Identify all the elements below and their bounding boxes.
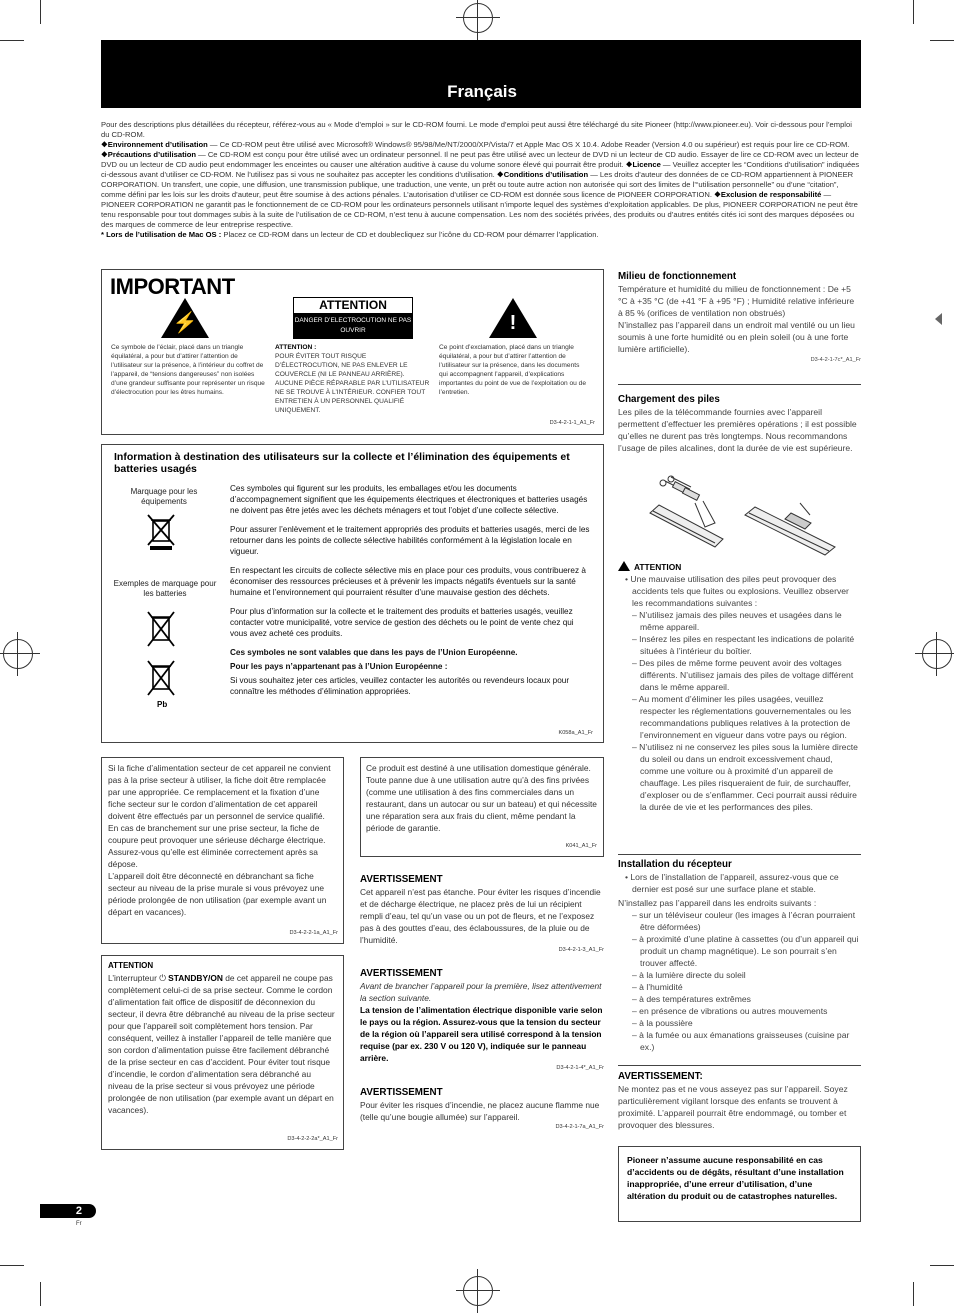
attention-label: ATTENTION [634, 562, 682, 572]
reference-code: D3-4-2-2-2a*_A1_Fr [287, 1136, 338, 1142]
crop-mark [930, 40, 954, 41]
plug-text-2: L’appareil doit être déconnecté en débranchant sa fiche secteur au niveau de la prise murale si vous prévoyez une période prolongée de non utilisation (par exemple avant un départ en vacances). [108, 871, 327, 917]
attention-heading [618, 561, 861, 573]
important-title: IMPORTANT [110, 274, 235, 299]
warning-triangle-icon [618, 561, 630, 571]
install-section [618, 859, 861, 1053]
reference-code: D3-4-2-1-7c*_A1_Fr [810, 357, 861, 363]
piles-attention [618, 561, 861, 813]
weee-p2: Pour assurer l’enlèvement et le traitement appropriés des produits et batteries usagés, merci de les retourner dans les points de collecte sélective habilités conformément à la législation locale en vigueur. [230, 525, 590, 556]
warning-title: AVERTISSEMENT [360, 1087, 443, 1098]
registration-mark [463, 3, 493, 33]
warning-title: AVERTISSEMENT [360, 968, 443, 979]
warning-text: Pour éviter les risques d’incendie, ne placez aucune flamme nue (telle qu’une bougie allumée) sur l’appareil. [360, 1100, 600, 1122]
registration-mark [463, 1276, 493, 1306]
milieu-text-1: Température et humidité du milieu de fonctionnement : De +5 °C à +35 °C (de +41 °F à +95 °F) ; Humidité relative inférieure à 85 % (orifices de ventilation non obstrués) [618, 284, 855, 318]
list-item: – à la poussière [632, 1018, 693, 1028]
crop-mark [913, 1282, 914, 1306]
dash-text: à la lumière directe du soleil [639, 970, 746, 980]
piles-section [618, 394, 861, 454]
list-item: – Insérez les piles en respectant les indications de polarité situées à l’intérieur du boîtier. [632, 634, 855, 656]
lic-text: — Veuillez accepter les “Conditions d’utilisation” indiquées ci-dessous avant d’utiliser ce CD-ROM. Ne l’utilisez pas si vous ne souhaitez pas accepter les conditions d’utilisation. [101, 160, 860, 179]
list-item: – à la lumière directe du soleil [632, 970, 746, 980]
env-text: — Ce CD-ROM peut être utilisé avec Microsoft® Windows® 95/98/Me/NT/2000/XP/Vista/7 et Apple Mac OS X 10.4. Adobe Reader (Version 4.0 ou supérieur) est requis pour lire ce CD-ROM. [207, 140, 850, 149]
cond-text: — Les droits d’auteur des données de ce CD-ROM appartiennent à PIONEER CORPORATION. Un transfert, une copie, une diffusion, une transmission publique, une traduction, une vente, un prêt ou toute autre action non autorisée qui sort des limites de l’“utilisation personnelle” ou d’une “citation”, comme défini par les lois sur les droits d’auteur, peut être soumise à des actions pénales. L’autorisation d’utiliser ce CD-ROM est donnée sous licence de PIONEER CORPORATION. [101, 170, 854, 199]
milieu-title: Milieu de fonctionnement [618, 271, 737, 282]
exclamation-glyph: ! [509, 312, 517, 334]
registration-mark [922, 639, 952, 669]
crop-mark [930, 1265, 954, 1266]
standby-notice-box [101, 955, 344, 1150]
dash-text: sur un téléviseur couleur (les images à l’écran pourraient être déformées) [639, 910, 856, 932]
avertissement-title: AVERTISSEMENT: [618, 1071, 703, 1082]
bullet-text: Lors de l’installation de l’appareil, assurez-vous que ce dernier est posé sur une surface plane et stable. [630, 872, 839, 894]
language-title: Français [447, 82, 517, 101]
milieu-text-2: N’installez pas l’appareil dans un endroit mal ventilé ou un lieu soumis à une forte humidité ou en plein soleil (ou à une forte lumière artificielle). [618, 320, 855, 354]
crop-mark [913, 0, 914, 24]
crop-mark [40, 1282, 41, 1306]
standby-text-b: de cet appareil ne coupe pas complètement celui-ci de sa prise secteur. Comme le cordon d’alimentation fait office de dispositif de déconnexion du secteur, il devra être débranché au niveau de la prise secteur pour que l’appareil soit complètement hors tension. Par conséquent, veillez à installer l’appareil de telle manière que son cordon d’alimentation puisse être facilement débranché de la prise secteur en cas d’accident. Pour éviter tout risque d’incendie, le cordon d’alimentation sera débranché au niveau de la prise secteur si vous prévoyez une période prolongée de non utilisation (par exemple avant un départ en vacances). [108, 973, 335, 1115]
page-number: 2 [75, 1205, 82, 1217]
battery-label: Exemples de marquage pour les batteries [113, 579, 217, 598]
prec-text: — Ce CD-ROM est conçu pour être utilisé avec un ordinateur personnel. Il ne peut pas être utilisé avec un lecteur de DVD ni un lecteur de CD audio. Essayer de lire ce CD-ROM avec un lecteur de DVD ou un lecteur de CD audio peut endommager les enceintes ou causer une altération auditive à cause du volume sonore élevé qui pourrait être produit. [101, 150, 859, 169]
dash-text: à la poussière [639, 1018, 693, 1028]
list-item: – N’utilisez jamais des piles neuves et usagées dans le même appareil. [632, 610, 842, 632]
disclaimer-box [618, 1146, 861, 1222]
lightning-glyph: ⚡ [172, 312, 198, 334]
power-icon: ⏻ [159, 973, 166, 983]
attention-explanation [275, 343, 430, 415]
bullet-text: Une mauvaise utilisation des piles peut provoquer des accidents tels que fuites ou explosions. Veuillez observer les recommandations suivantes : [630, 574, 849, 608]
crossed-bin-battery-pb-icon [146, 659, 176, 697]
plug-notice-box [101, 757, 344, 944]
cd-rom-intro [101, 120, 861, 240]
warning-bold: La tension de l’alimentation électrique disponible varie selon le pays ou la région. Assurez-vous que la tension du secteur de la région où l’appareil sera utilisé correspond à la tension requise (par ex. 230 V ou 120 V), indiquée sur le panneau arrière. [360, 1005, 603, 1063]
standby-label: STANDBY/ON [168, 973, 223, 983]
dash-text: à proximité d’une platine à cassettes (ou d’un appareil qui produit un champ magnétique). Le son pourrait s’en trouver affecté. [639, 934, 859, 968]
weee-p3: En respectant les circuits de collecte sélective mis en place pour ces produits, vous contribuerez à économiser des ressources précieuses et à prévenir les impacts négatifs éventuels sur la santé humaine et l’environnement qui pourraient résulter d’une mauvaise gestion des déchets. [230, 566, 586, 597]
plug-text: Si la fiche d’alimentation secteur de cet appareil ne convient pas à la prise secteur à utiliser, la fiche doit être remplacée par une appropriée. Ce remplacement et la fixation d’une fiche secteur sur le cordon d’alimentation de cet appareil doivent être effectués par un personnel de service qualifié. En cas de branchement sur une prise secteur, la fiche de coupure peut provoquer une sérieuse décharge électrique. Assurez-vous qu’elle est éliminée correctement après sa dépose. [108, 763, 331, 869]
env-label: ❖Environnement d’utilisation [101, 140, 208, 149]
warning-italic: Avant de brancher l’appareil pour la première, lisez attentivement la section suivante. [360, 981, 602, 1003]
cond-label: ❖Conditions d’utilisation [496, 170, 589, 179]
intro-line: Pour des descriptions plus détaillées du récepteur, référez-vous au « Mode d’emploi » sur le CD-ROM fourni. Le mode d’emploi peut aussi être téléchargé du site Pioneer (http://www.pioneer.eu). Voir ci-dessous pour l’emploi du CD-ROM. [101, 120, 852, 139]
registration-mark [3, 639, 33, 669]
attention-banner-title: ATTENTION [294, 298, 412, 314]
crossed-bin-equipment-icon [146, 513, 176, 551]
page-number-tab [40, 1204, 96, 1218]
dash-text: à l’humidité [639, 982, 683, 992]
list-item: – Au moment d’éliminer les piles usagées, veuillez respecter les réglementations gouvernementales ou les recommandations publiques relatives à la protection de l’environnement en vigueur dans votre pays ou région. [632, 694, 852, 740]
reference-code: D3-4-2-1-3_A1_Fr [558, 947, 604, 953]
list-item: – à des températures extrêmes [632, 994, 751, 1004]
warning-voltage [360, 968, 604, 1072]
weee-info-box [101, 444, 604, 743]
milieu-section [618, 271, 861, 365]
reference-code: K041_A1_Fr [565, 843, 597, 849]
section-header [101, 40, 861, 108]
lightning-explanation: Ce symbole de l’éclair, placé dans un triangle équilatéral, a pour but d’attirer l’attention de l’utilisateur sur la présence, à l’intérieur du coffret de l’appareil, de “tensions dangereuses” non isolées d’une grandeur suffisante pour représenter un risque d’électrocution pour les êtres humains. [111, 344, 265, 396]
dash-text: N’utilisez jamais des piles neuves et usagées dans le même appareil. [639, 610, 842, 632]
piles-title: Chargement des piles [618, 394, 720, 405]
standby-title: ATTENTION [108, 961, 154, 970]
reference-code: D3-4-2-1-4*_A1_Fr [556, 1065, 604, 1071]
attention-banner [293, 297, 413, 339]
warning-text: Cet appareil n’est pas étanche. Pour éviter les risques d’incendie et de décharge électrique, ne placez près de lui un récipient rempli d’eau, tel qu’un vase ou un pot de fleurs, et ne l’exposez pas à des gouttes d’eau, des éclaboussures, de la pluie ou de l’humidité. [360, 887, 601, 945]
reference-code: D3-4-2-2-1a_A1_Fr [289, 930, 338, 936]
list-item: – sur un téléviseur couleur (les images à l’écran pourraient être déformées) [632, 910, 856, 932]
attention-text: POUR ÉVITER TOUT RISQUE D’ÉLECTROCUTION, NE PAS ENLEVER LE COUVERCLE (NI LE PANNEAU ARRIÈRE). AUCUNE PIÈCE RÉPARABLE PAR L’UTILISATEUR NE SE TROUVE À L’INTÉRIEUR. CONFIER TOUT ENTRETIEN À UN PERSONNEL QUALIFIÉ UNIQUEMENT. [275, 353, 430, 414]
divider [618, 1065, 861, 1066]
list-item: – à la fumée ou aux émanations graisseuses (cuisine par ex.) [632, 1030, 850, 1052]
list-item: – Des piles de même forme peuvent avoir des voltages différents. N’utilisez jamais des piles de voltage différent dans le même appareil. [632, 658, 854, 692]
crop-mark [0, 1265, 24, 1266]
warning-flame [360, 1087, 604, 1131]
pb-label: Pb [157, 700, 168, 709]
lic-label: ❖Licence [625, 160, 661, 169]
disclaimer-text: Pioneer n’assume aucune responsabilité en cas d’accidents ou de dégâts, résultant d’une installation inappropriée, d’une erreur d’utilisation, d’une altération du produit ou de catastrophes naturelles. [627, 1155, 844, 1201]
important-box [101, 269, 604, 435]
weee-title: Information à destination des utilisateurs sur la collecte et l’élimination des équipements et batteries usagés [114, 451, 570, 475]
page-language: Fr [76, 1221, 82, 1227]
avertissement-section [618, 1071, 861, 1131]
standby-text [108, 972, 337, 1116]
dash-text: à des températures extrêmes [639, 994, 751, 1004]
weee-p6: Pour les pays n’appartenant pas à l’Union Européenne : [230, 662, 448, 671]
standby-text-a: L’interrupteur [108, 973, 160, 983]
warning-water [360, 874, 604, 954]
equipment-label: Marquage pour les équipements [130, 487, 198, 506]
excl-label: ❖Exclusion de responsabilité [714, 190, 822, 199]
mac-label: * Lors de l’utilisation de Mac OS : [101, 230, 222, 239]
list-item: – à l’humidité [632, 982, 683, 992]
list-item: • Une mauvaise utilisation des piles peut provoquer des accidents tels que fuites ou explosions. Veuillez observer les recommandations suivantes : [625, 574, 849, 608]
weee-p1: Ces symboles qui figurent sur les produits, les emballages et/ou les documents d’accompagnement signifient que les équipements électriques et électroniques et batteries usagés ne doivent pas être jetés avec les déchets ménagers et tout l’objet d’une collecte sélective. [230, 484, 588, 515]
list-item: • Lors de l’installation de l’appareil, assurez-vous que ce dernier est posé sur une surface plane et stable. [625, 872, 839, 894]
exclamation-explanation: Ce point d’exclamation, placé dans un triangle équilatéral, a pour but d’attirer l’attention de l’utilisateur sur la présence, dans les documents qui accompagnent l’appareil, d’explications importantes du point de vue de l’exploitation ou de l’entretien. [439, 344, 586, 396]
crossed-bin-battery-icon [146, 610, 176, 648]
reference-code: D3-4-2-1-7a_A1_Fr [555, 1124, 604, 1130]
piles-text: Les piles de la télécommande fournies avec l’appareil permettent d’effectuer les premières opérations ; il est possible qu’elles ne durent pas très longtemps. Nous recommandons l’usage de piles alcalines, dont la durée de vie est supérieure. [618, 407, 857, 453]
list-item: – en présence de vibrations ou autres mouvements [632, 1006, 828, 1016]
domestic-text: Ce produit est destiné à une utilisation domestique générale. Toute panne due à une utilisation autre qu’à des fins privées (comme une utilisation à des fins commerciales dans un restaurant, dans un autocar ou sur un bateau) et qui nécessite une réparation sera aux frais du client, même pendant la période de garantie. [366, 763, 597, 833]
margin-arrow-icon [935, 313, 942, 325]
divider [618, 384, 861, 385]
warning-title: AVERTISSEMENT [360, 874, 443, 885]
attention-label: ATTENTION : [275, 344, 317, 351]
mac-text: Placez ce CD-ROM dans un lecteur de CD et doublecliquez sur l’icône du CD-ROM pour démarrer l’application. [221, 230, 599, 239]
list-item: – N’utilisez ni ne conservez les piles sous la lumière directe du soleil ou dans un endroit excessivement chaud, comme une voiture ou à proximité d’un appareil de chauffage. Les piles risqueraient de fuir, de surchauffer, d’exploser ou de s’enflammer. Ceci pourrait aussi réduire la durée de vie et les performances des piles. [632, 742, 858, 812]
crop-mark [40, 0, 41, 24]
intro-body [101, 140, 861, 230]
weee-p4: Pour plus d’information sur la collecte et le traitement des produits et batteries usagés, veuillez contacter votre municipalité, votre service de gestion des déchets ou le point de vente chez qui vous avez acheté ces produits. [230, 607, 574, 638]
install-title: Installation du récepteur [618, 859, 732, 870]
reference-code: D3-4-2-1-1_A1_Fr [549, 420, 595, 426]
avertissement-text: Ne montez pas et ne vous asseyez pas sur l’appareil. Soyez particulièrement vigilant lorsque des enfants se trouvent à proximité. L’appareil pourrait être endommagé, ou tomber et provoquer des blessures. [618, 1084, 848, 1130]
dash-text: à la fumée ou aux émanations graisseuses (cuisine par ex.) [639, 1030, 850, 1052]
excl-text: — PIONEER CORPORATION ne garantit pas le fonctionnement de ce CD-ROM pour les ordinateurs personnels utilisant n’importe lequel des systèmes d’exploitation applicables. De plus, PIONEER CORPORATION ne peut être tenu responsable pour tout dommages subis à la suite de l’utilisation de ce CD-ROM, n’est tenu à aucune compensation. Les nom des sociétés privées, des produits ou d’autres entités cités ici sont des marques déposées ou des marques de commerce de leur entreprise respective. [101, 190, 858, 229]
dash-text: en présence de vibrations ou autres mouvements [639, 1006, 828, 1016]
weee-p7: Si vous souhaitez jeter ces articles, veuillez contacter les autorités ou revendeurs locaux pour connaître les méthodes d’élimination appropriées. [230, 676, 570, 696]
crop-mark [0, 40, 24, 41]
dash-text: N’utilisez ni ne conservez les piles sous la lumière directe du soleil ou dans un endroit excessivement chaud, comme une voiture ou à proximité d’un appareil de chauffage. Les piles risqueraient de fuir, de surchauffer, d’exploser ou de s’enflammer. Ceci pourrait aussi réduire la durée de vie et les performances des piles. [639, 742, 858, 812]
weee-text [230, 483, 590, 705]
prec-label: ❖Précautions d’utilisation [101, 150, 196, 159]
dash-text: Insérez les piles en respectant les indications de polarité situées à l’intérieur du boîtier. [639, 634, 855, 656]
dash-text: Des piles de même forme peuvent avoir des voltages différents. N’utilisez jamais des piles de voltage différent dans le même appareil. [639, 658, 854, 692]
attention-banner-text: DANGER D’ELECTROCUTION NE PAS OUVRIR [294, 314, 412, 338]
mac-line [101, 230, 861, 240]
reference-code: K058a_A1_Fr [558, 730, 593, 736]
domestic-use-box [360, 757, 604, 857]
weee-p5: Ces symboles ne sont valables que dans les pays de l’Union Européenne. [230, 648, 518, 657]
dash-text: Au moment d’éliminer les piles usagées, veuillez respecter les réglementations gouvernementales ou les recommandations publiques relatives à la protection de l’environnement en vigueur dans votre pays ou région. [638, 694, 852, 740]
remote-battery-illustration [645, 475, 855, 565]
install-intro: N’installez pas l’appareil dans les endroits suivants : [618, 898, 817, 908]
list-item: – à proximité d’une platine à cassettes (ou d’un appareil qui produit un champ magnétique). Le son pourrait s’en trouver affecté. [632, 934, 859, 968]
divider [618, 854, 861, 855]
